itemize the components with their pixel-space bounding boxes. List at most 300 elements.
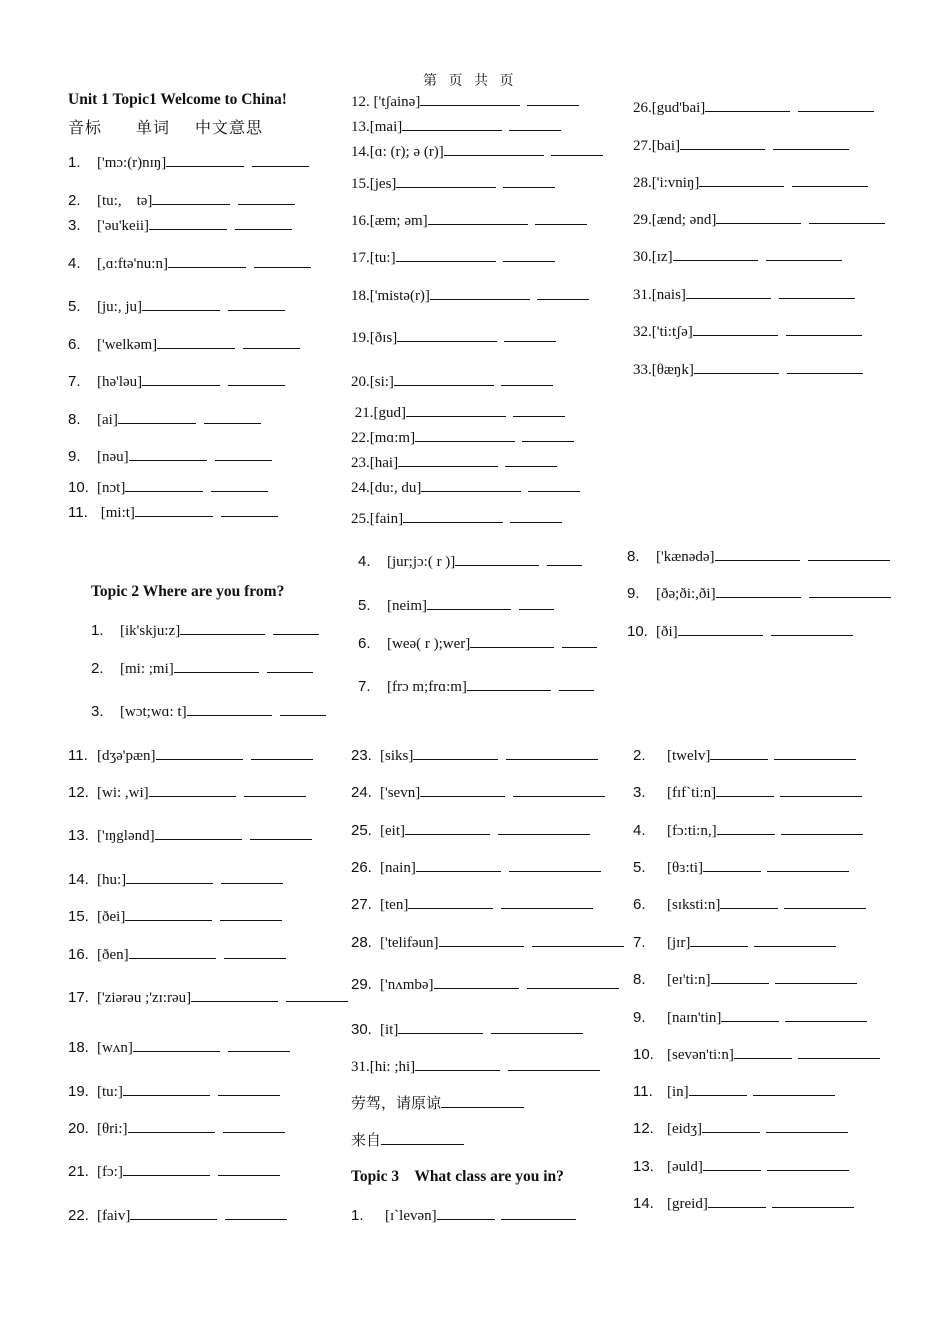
vocab-item [68, 869, 283, 889]
phonetic-text: [sɪksti:n] [667, 897, 721, 913]
item-number: 12. [68, 784, 89, 801]
meaning-blank[interactable] [506, 745, 598, 760]
meaning-blank[interactable] [513, 402, 565, 417]
meaning-blank[interactable] [491, 1019, 583, 1034]
vocab-item [633, 359, 863, 379]
word-blank[interactable] [708, 1193, 766, 1208]
vocab-item [351, 247, 555, 267]
item-number: 26. [351, 859, 372, 876]
meaning-blank[interactable] [509, 116, 561, 131]
meaning-blank[interactable] [766, 1118, 848, 1133]
meaning-blank[interactable] [513, 782, 605, 797]
word-blank[interactable] [396, 173, 496, 188]
meaning-blank[interactable] [786, 321, 862, 336]
meaning-blank[interactable] [501, 1205, 576, 1220]
vocab-item [627, 621, 853, 641]
word-blank[interactable] [133, 1037, 220, 1052]
meaning-blank[interactable] [527, 91, 579, 106]
vocab-item [351, 857, 601, 877]
item-number: 6. [633, 896, 646, 913]
meaning-blank[interactable] [535, 210, 587, 225]
phonetic-text: [ik'skju:z] [120, 623, 181, 639]
meaning-blank[interactable] [798, 1044, 880, 1059]
word-blank[interactable] [180, 620, 265, 635]
item-number: 7. [633, 934, 646, 951]
meaning-blank[interactable] [215, 446, 272, 461]
meaning-blank[interactable] [784, 894, 866, 909]
meaning-blank[interactable] [766, 246, 842, 261]
meaning-blank[interactable] [221, 869, 283, 884]
word-blank[interactable] [413, 745, 498, 760]
meaning-blank[interactable] [519, 595, 554, 610]
vocab-item [351, 371, 553, 391]
word-blank[interactable] [690, 932, 748, 947]
meaning-blank[interactable] [779, 284, 855, 299]
word-blank[interactable] [396, 247, 496, 262]
meaning-blank[interactable] [753, 1081, 835, 1096]
vocab-item [351, 1205, 576, 1225]
vocab-item [351, 285, 589, 305]
meaning-blank[interactable] [559, 676, 594, 691]
unit-title: Unit 1 Topic1 Welcome to China! [68, 91, 287, 108]
phonetic-text: [ɪ`levən] [385, 1208, 437, 1224]
meaning-blank[interactable] [771, 621, 853, 636]
phonetic-text: 24.[du:, du] [351, 480, 422, 496]
vocab-item [68, 502, 278, 522]
item-number: 6. [358, 635, 371, 652]
phonetic-text: [wɔt;wɑ: t] [120, 704, 187, 720]
vocab-item [633, 284, 855, 304]
word-blank[interactable] [142, 296, 220, 311]
word-blank[interactable] [441, 1093, 524, 1108]
vocab-item [351, 173, 555, 193]
phonetic-text: [frɔ m;frɑ:m] [387, 679, 467, 695]
meaning-blank[interactable] [809, 209, 885, 224]
meaning-blank[interactable] [238, 190, 295, 205]
phonetic-text: [mi:t] [97, 505, 135, 521]
meaning-blank[interactable] [780, 782, 862, 797]
meaning-blank[interactable] [772, 1193, 854, 1208]
word-blank[interactable] [703, 1156, 761, 1171]
vocab-item [351, 974, 619, 994]
meaning-blank[interactable] [503, 247, 555, 262]
meaning-blank[interactable] [267, 658, 313, 673]
item-number: 7. [358, 678, 371, 695]
item-number: 3. [68, 217, 81, 234]
word-blank[interactable] [135, 502, 213, 517]
word-blank[interactable] [125, 906, 212, 921]
vocab-item [633, 209, 885, 229]
vocab-item [351, 141, 603, 161]
word-blank[interactable] [720, 894, 778, 909]
meaning-blank[interactable] [228, 296, 285, 311]
word-blank[interactable] [415, 1056, 500, 1071]
word-blank[interactable] [155, 825, 242, 840]
phonetic-text: [hə'ləu] [97, 374, 143, 390]
meaning-blank[interactable] [527, 974, 619, 989]
meaning-blank[interactable] [223, 1118, 285, 1133]
word-blank[interactable] [125, 477, 203, 492]
meaning-blank[interactable] [251, 745, 313, 760]
word-blank[interactable] [455, 551, 539, 566]
word-blank[interactable] [397, 327, 497, 342]
word-blank[interactable] [166, 152, 244, 167]
phonetic-text: [eidʒ] [667, 1121, 702, 1137]
phonetic-text: [weə( r );wer] [387, 636, 471, 652]
word-blank[interactable] [693, 321, 778, 336]
word-blank[interactable] [152, 190, 230, 205]
meaning-blank[interactable] [501, 894, 593, 909]
vocab-item [68, 906, 282, 926]
phonetic-text: [it] [380, 1022, 399, 1038]
vocab-item [68, 215, 292, 235]
word-blank[interactable] [689, 1081, 747, 1096]
meaning-blank[interactable] [537, 285, 589, 300]
meaning-blank[interactable] [809, 583, 891, 598]
phonetic-text: [sevən'ti:n] [667, 1047, 734, 1063]
meaning-blank[interactable] [562, 633, 597, 648]
word-blank[interactable] [381, 1130, 464, 1145]
phonetic-text: [dʒə'pæn] [97, 748, 156, 764]
vocab-item [633, 1156, 849, 1176]
word-blank[interactable] [444, 141, 544, 156]
meaning-blank[interactable] [254, 253, 311, 268]
meaning-blank[interactable] [522, 427, 574, 442]
word-blank[interactable] [157, 334, 235, 349]
word-blank[interactable] [705, 97, 790, 112]
vocab-item [68, 1118, 285, 1138]
phonetic-text: 23.[hai] [351, 455, 399, 471]
vocab-item [351, 477, 580, 497]
word-blank[interactable] [716, 583, 801, 598]
word-blank[interactable] [416, 857, 501, 872]
item-number: 9. [633, 1009, 646, 1026]
word-blank[interactable] [420, 91, 520, 106]
meaning-blank[interactable] [505, 452, 557, 467]
vocab-item [358, 676, 594, 696]
meaning-blank[interactable] [767, 1156, 849, 1171]
item-number: 24. [351, 784, 372, 801]
meaning-blank[interactable] [280, 701, 326, 716]
word-blank[interactable] [428, 210, 528, 225]
meaning-blank[interactable] [808, 546, 890, 561]
phonetic-text: 21.[gud] [351, 405, 406, 421]
word-blank[interactable] [710, 745, 768, 760]
vocab-item [68, 152, 309, 172]
word-blank[interactable] [130, 1205, 217, 1220]
word-blank[interactable] [123, 1081, 210, 1096]
word-blank[interactable] [721, 1007, 779, 1022]
meaning-blank[interactable] [774, 745, 856, 760]
vocab-item [633, 857, 849, 877]
vocab-item [351, 932, 624, 952]
phonetic-text: ['əu'keii] [97, 218, 150, 234]
meaning-blank[interactable] [775, 969, 857, 984]
word-blank[interactable] [408, 894, 493, 909]
meaning-blank[interactable] [221, 502, 278, 517]
word-blank[interactable] [715, 546, 800, 561]
word-blank[interactable] [437, 1205, 495, 1220]
item-number: 8. [627, 548, 640, 565]
meaning-blank[interactable] [235, 215, 292, 230]
phonetic-text: [tu:] [97, 1084, 123, 1100]
vocab-item [351, 894, 593, 914]
word-blank[interactable] [406, 402, 506, 417]
meaning-blank[interactable] [787, 359, 863, 374]
word-blank[interactable] [716, 209, 801, 224]
item-number: 16. [68, 946, 89, 963]
word-blank[interactable] [187, 701, 272, 716]
meaning-blank[interactable] [528, 477, 580, 492]
meaning-blank[interactable] [781, 820, 863, 835]
phonetic-text: 30.[ɪz] [633, 249, 673, 265]
vocab-item [633, 246, 842, 266]
phonetic-text: ['nʌmbə] [380, 977, 434, 993]
phonetic-text: [əuld] [667, 1159, 703, 1175]
phonetic-text: ['telifəun] [380, 935, 439, 951]
meaning-blank[interactable] [547, 551, 582, 566]
word-blank[interactable] [191, 987, 278, 1002]
word-blank[interactable] [716, 782, 774, 797]
word-blank[interactable] [168, 253, 246, 268]
item-number: 17. [68, 989, 89, 1006]
meaning-blank[interactable] [504, 327, 556, 342]
meaning-blank[interactable] [224, 944, 286, 959]
word-blank[interactable] [405, 820, 490, 835]
item-number: 10. [633, 1046, 654, 1063]
word-blank[interactable] [434, 974, 519, 989]
item-number: 14. [68, 871, 89, 888]
phonetic-text: [θri:] [97, 1121, 128, 1137]
phonetic-text: 25.[fain] [351, 511, 404, 527]
phonetic-text: ['ɪŋglənd] [97, 828, 155, 844]
word-blank[interactable] [702, 1118, 760, 1133]
vocab-item [68, 1037, 290, 1057]
meaning-blank[interactable] [211, 477, 268, 492]
vocab-item [351, 1019, 583, 1039]
meaning-blank[interactable] [508, 1056, 600, 1071]
item-number: 11. [633, 1083, 653, 1100]
vocab-item [358, 633, 597, 653]
vocab-item [351, 745, 598, 765]
phonetic-text: [jɪr] [667, 935, 691, 951]
meaning-blank[interactable] [228, 371, 285, 386]
word-blank[interactable] [174, 658, 259, 673]
word-blank[interactable] [398, 1019, 483, 1034]
meaning-blank[interactable] [773, 135, 849, 150]
item-number: 10. [627, 623, 648, 640]
phonetic-text: [wʌn] [97, 1040, 133, 1056]
item-number: 11. [68, 747, 88, 764]
phonetic-text: [siks] [380, 748, 414, 764]
item-number: 20. [68, 1120, 89, 1137]
topic2-title: Topic 2 Where are you from? [91, 583, 285, 600]
page-header: 第 页 共 页 [423, 74, 514, 89]
phonetic-text: [fɔ:ti:n,] [667, 823, 717, 839]
phonetic-text: 33.[θæŋk] [633, 362, 694, 378]
vocab-item [68, 1205, 287, 1225]
word-blank[interactable] [402, 116, 502, 131]
word-blank[interactable] [717, 820, 775, 835]
item-number: 8. [68, 411, 81, 428]
phonetic-text: 12. ['tʃainə] [351, 94, 421, 110]
meaning-blank[interactable] [218, 1161, 280, 1176]
word-blank[interactable] [430, 285, 530, 300]
word-blank[interactable] [403, 508, 503, 523]
meaning-blank[interactable] [510, 508, 562, 523]
item-number: 13. [68, 827, 89, 844]
meaning-blank[interactable] [228, 1037, 290, 1052]
word-blank[interactable] [149, 215, 227, 230]
item-number: 18. [68, 1039, 89, 1056]
vocab-item [68, 944, 286, 964]
meaning-blank[interactable] [250, 825, 312, 840]
item-number: 1. [91, 622, 104, 639]
vocab-item [633, 321, 862, 341]
meaning-blank[interactable] [509, 857, 601, 872]
word-blank[interactable] [711, 969, 769, 984]
phonetic-text: [ðei] [97, 909, 126, 925]
meaning-blank[interactable] [220, 906, 282, 921]
word-blank[interactable] [129, 944, 216, 959]
phonetic-text: [in] [667, 1084, 689, 1100]
phonetic-text: [eit] [380, 823, 405, 839]
word-blank[interactable] [703, 857, 761, 872]
item-number: 2. [633, 747, 646, 764]
vocab-item [633, 172, 868, 192]
word-blank[interactable] [439, 932, 524, 947]
word-blank[interactable] [427, 595, 511, 610]
vocab-item [633, 135, 849, 155]
vocab-item [633, 932, 836, 952]
meaning-blank[interactable] [243, 334, 300, 349]
phonetic-text: [ðen] [97, 947, 129, 963]
phonetic-text: [nəu] [97, 449, 129, 465]
phonetic-text: 31.[nais] [633, 287, 686, 303]
word-blank[interactable] [415, 427, 515, 442]
phonetic-text: 18.['mistə(r)] [351, 288, 430, 304]
word-blank[interactable] [129, 446, 207, 461]
phonetic-text: [tu:, tə] [97, 193, 153, 209]
word-blank[interactable] [686, 284, 771, 299]
word-blank[interactable] [149, 782, 236, 797]
meaning-blank[interactable] [503, 173, 555, 188]
vocab-item [351, 1093, 524, 1113]
phonetic-text: ['sevn] [380, 785, 421, 801]
vocab-item [627, 546, 890, 566]
meaning-blank[interactable] [785, 1007, 867, 1022]
word-blank[interactable] [398, 452, 498, 467]
meaning-blank[interactable] [273, 620, 319, 635]
vocab-item [68, 782, 306, 802]
word-blank[interactable] [467, 676, 551, 691]
item-number: 1. [351, 1207, 364, 1224]
word-blank[interactable] [126, 869, 213, 884]
vocab-item [351, 1056, 600, 1076]
word-blank[interactable] [694, 359, 779, 374]
word-blank[interactable] [680, 135, 765, 150]
item-number: 4. [358, 553, 371, 570]
word-blank[interactable] [678, 621, 763, 636]
word-blank[interactable] [470, 633, 554, 648]
meaning-blank[interactable] [798, 97, 874, 112]
meaning-blank[interactable] [532, 932, 624, 947]
item-number: 6. [68, 336, 81, 353]
vocab-item [633, 894, 866, 914]
vocab-item [351, 91, 579, 111]
vocab-item [68, 253, 311, 273]
meaning-blank[interactable] [204, 409, 261, 424]
vocab-item [68, 296, 285, 316]
meaning-blank[interactable] [767, 857, 849, 872]
meaning-blank[interactable] [252, 152, 309, 167]
item-number: 22. [68, 1207, 89, 1224]
meaning-blank[interactable] [225, 1205, 287, 1220]
vocab-item [351, 1130, 464, 1150]
vocab-item [91, 620, 319, 640]
item-number: 13. [633, 1158, 654, 1175]
word-blank[interactable] [142, 371, 220, 386]
vocab-item [68, 1081, 280, 1101]
phonetic-text: [θɜ:ti] [667, 860, 703, 876]
item-number: 11. [68, 504, 88, 521]
meaning-blank[interactable] [244, 782, 306, 797]
item-number: 7. [68, 373, 81, 390]
phonetic-text: [ai] [97, 412, 118, 428]
phonetic-text: [mi: ;mi] [120, 661, 174, 677]
phonetic-text: [fɪf`ti:n] [667, 785, 717, 801]
vocab-item [68, 409, 261, 429]
word-blank[interactable] [128, 1118, 215, 1133]
vocab-item [633, 969, 857, 989]
word-blank[interactable] [734, 1044, 792, 1059]
phonetic-text: 17.[tu:] [351, 250, 396, 266]
meaning-blank[interactable] [218, 1081, 280, 1096]
phonetic-text: 13.[mai] [351, 119, 403, 135]
word-blank[interactable] [420, 782, 505, 797]
meaning-blank[interactable] [792, 172, 868, 187]
item-number: 3. [633, 784, 646, 801]
vocab-item [633, 1007, 867, 1027]
word-blank[interactable] [394, 371, 494, 386]
meaning-blank[interactable] [754, 932, 836, 947]
meaning-blank[interactable] [286, 987, 348, 1002]
vocab-item [351, 782, 605, 802]
topic3-title: Topic 3 What class are you in? [351, 1168, 564, 1185]
item-number: 5. [358, 597, 371, 614]
word-blank[interactable] [123, 1161, 210, 1176]
meaning-blank[interactable] [498, 820, 590, 835]
phonetic-text: 32.['ti:tʃə] [633, 324, 693, 340]
vocab-item [358, 551, 582, 571]
meaning-blank[interactable] [551, 141, 603, 156]
word-blank[interactable] [156, 745, 243, 760]
phonetic-text: 28.['i:vniŋ] [633, 175, 700, 191]
vocab-item [351, 327, 556, 347]
item-number: 15. [68, 908, 89, 925]
vocab-item [68, 825, 312, 845]
item-number: 5. [633, 859, 646, 876]
vocab-item [633, 820, 863, 840]
word-blank[interactable] [118, 409, 196, 424]
vocab-item [633, 745, 856, 765]
word-blank[interactable] [421, 477, 521, 492]
word-blank[interactable] [699, 172, 784, 187]
word-blank[interactable] [673, 246, 758, 261]
item-number: 30. [351, 1021, 372, 1038]
meaning-blank[interactable] [501, 371, 553, 386]
phonetic-text: [nɔt] [97, 480, 126, 496]
